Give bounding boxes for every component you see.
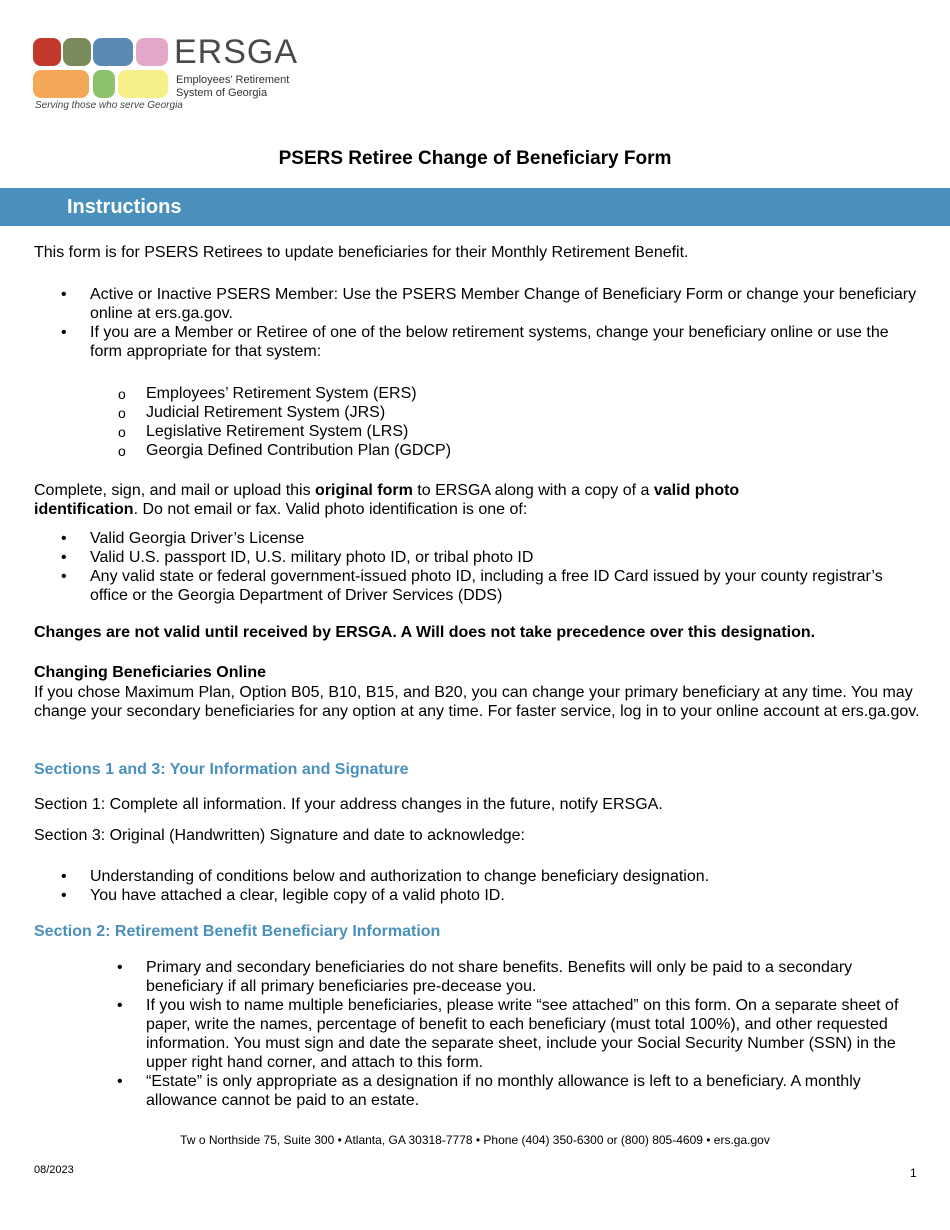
list-item: • You have attached a clear, legible copy of a valid photo ID.	[34, 886, 894, 905]
list-item: o Employees’ Retirement System (ERS)	[118, 384, 818, 403]
form-date: 08/2023	[34, 1164, 74, 1176]
logo-block-pink	[136, 38, 168, 66]
logo-tagline: Serving those who serve Georgia	[35, 100, 183, 111]
list-item: • Active or Inactive PSERS Member: Use the PSERS Member Change of Beneficiary Form or change your beneficiary online at ers.ga.gov.	[34, 285, 924, 323]
list-item: • Valid Georgia Driver’s License	[34, 529, 894, 548]
submission-instructions: Complete, sign, and mail or upload this original form to ERSGA along with a copy of a valid photo identification. Do not email or fax. Valid photo identification is one of:	[34, 482, 740, 518]
logo-block-olive	[63, 38, 91, 66]
page-number: 1	[910, 1166, 917, 1180]
validity-warning: Changes are not valid until received by ERSGA. A Will does not take precedence over this designation.	[34, 624, 816, 641]
instructions-banner	[0, 188, 950, 226]
logo-block-blue	[93, 38, 133, 66]
footer-contact: Tw o Northside 75, Suite 300 • Atlanta, GA 30318-7778 • Phone (404) 350-6300 or (800) 805-4609 • ers.ga.gov	[180, 1133, 770, 1147]
logo-name: ERSGA	[174, 33, 299, 71]
signature-acknowledgements-list	[34, 867, 894, 905]
list-item: • Understanding of conditions below and authorization to change beneficiary designation.	[34, 867, 894, 886]
list-item: o Judicial Retirement System (JRS)	[118, 403, 818, 422]
list-item: • If you wish to name multiple beneficiaries, please write “see attached” on this form. On a separate sheet of paper, write the names, percentage of benefit to each beneficiary (must total 100%), and other requested information. You must sign and date the separate sheet, include your Social Security Number (SSN) in the upper right hand corner, and attach to this form.	[90, 996, 920, 1072]
member-options-list	[34, 285, 924, 361]
section-2-heading: Section 2: Retirement Benefit Beneficiary Information	[34, 923, 441, 940]
list-item: • “Estate” is only appropriate as a designation if no monthly allowance is left to a beneficiary. A monthly allowance cannot be paid to an estate.	[90, 1072, 920, 1110]
instructions-heading: Instructions	[67, 196, 182, 218]
section-1-text: Section 1: Complete all information. If your address changes in the future, notify ERSGA.	[34, 796, 663, 813]
intro-text: This form is for PSERS Retirees to update beneficiaries for their Monthly Retirement Benefit.	[34, 244, 689, 261]
list-item: • Any valid state or federal government-issued photo ID, including a free ID Card issued by your county registrar’s office or the Georgia Department of Driver Services (DDS)	[34, 567, 894, 605]
valid-id-list	[34, 529, 894, 605]
logo-block-green	[93, 70, 115, 98]
logo-subtitle: Employees’ Retirement System of Georgia	[176, 74, 290, 99]
list-item: • Primary and secondary beneficiaries do not share benefits. Benefits will only be paid to a secondary beneficiary if all primary beneficiaries pre-decease you.	[90, 958, 920, 996]
logo-block-orange	[33, 70, 89, 98]
online-heading: Changing Beneficiaries Online	[34, 664, 267, 681]
section-1-3-heading: Sections 1 and 3: Your Information and Signature	[34, 761, 409, 778]
list-item: o Georgia Defined Contribution Plan (GDCP)	[118, 441, 818, 460]
list-item: o Legislative Retirement System (LRS)	[118, 422, 818, 441]
logo-block-yellow	[118, 70, 168, 98]
ersga-logo-mark	[33, 38, 173, 100]
list-item: • Valid U.S. passport ID, U.S. military photo ID, or tribal photo ID	[34, 548, 894, 567]
page-title: PSERS Retiree Change of Beneficiary Form	[278, 148, 672, 169]
logo-block-red	[33, 38, 61, 66]
online-text: If you chose Maximum Plan, Option B05, B10, B15, and B20, you can change your primary beneficiary at any time. You may change your secondary beneficiaries for any option at any time. For faster service, log in to your online account at ers.ga.gov.	[34, 684, 920, 720]
retirement-systems-list	[118, 384, 818, 460]
list-item: • If you are a Member or Retiree of one of the below retirement systems, change your beneficiary online or use the form appropriate for that system:	[34, 323, 924, 361]
beneficiary-info-list	[90, 958, 920, 1110]
section-3-text: Section 3: Original (Handwritten) Signature and date to acknowledge:	[34, 827, 525, 844]
